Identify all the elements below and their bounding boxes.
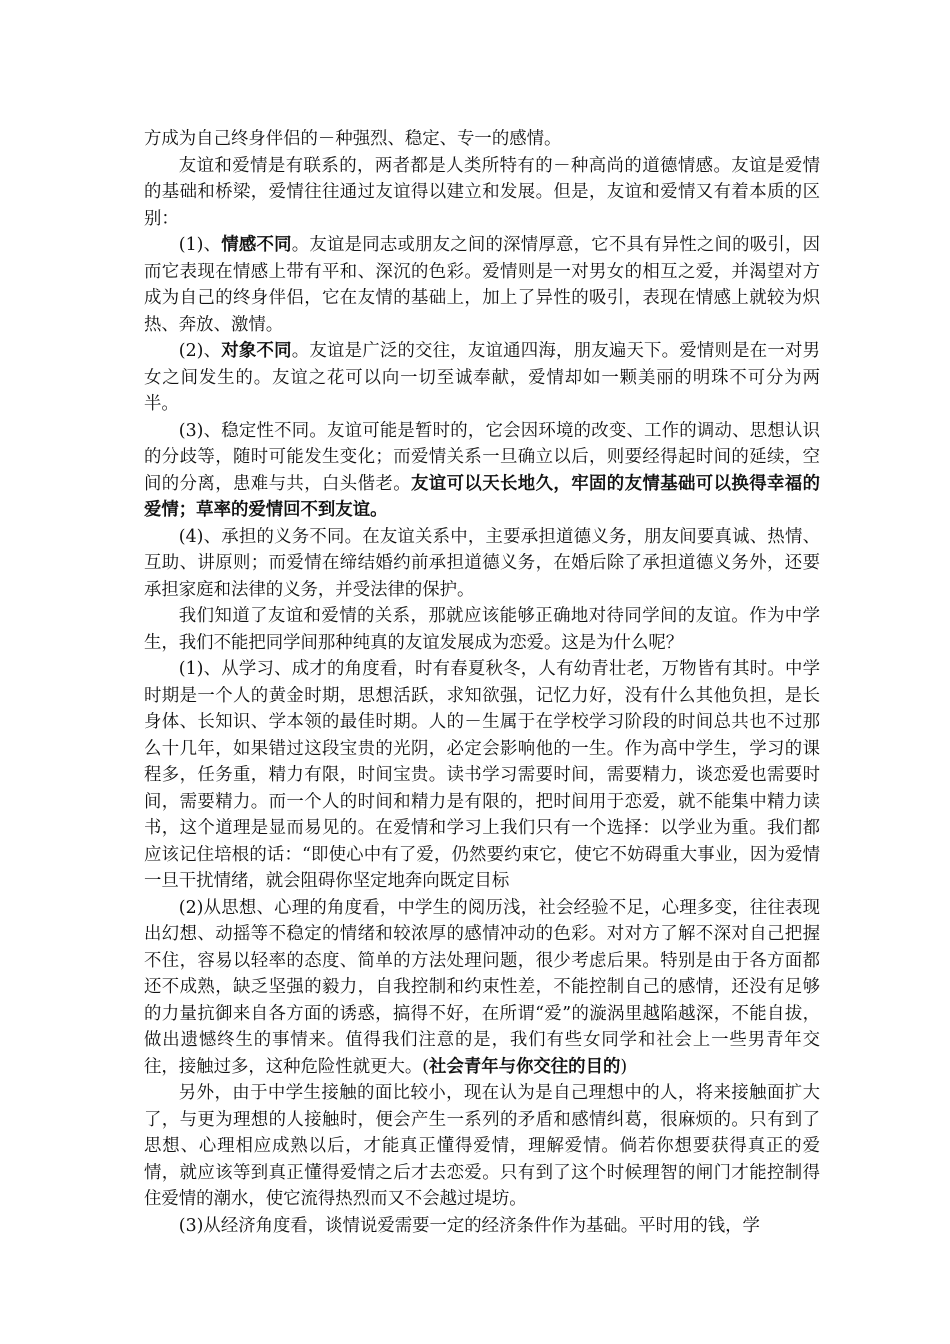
closing-paren: ) [620,1056,628,1077]
paragraph-6: 我们知道了友谊和爱情的关系，那就应该能够正确地对待同学间的友谊。作为中学生，我们不能把同学间那种纯真的友谊发展成为恋爱。这是为什么呢？ [144,606,820,653]
item-number: (1)、 [178,235,222,255]
item-number: (2)、 [178,341,222,361]
paragraph-0: 方成为自己终身伴侣的－种强烈、稳定、专一的感情。 [144,129,562,149]
paragraph-4 [144,418,820,524]
paragraph-2 [144,232,820,338]
paragraph-7: (1)、从学习、成才的角度看，时有春夏秋冬，人有幼青壮老，万物皆有其时。中学时期是一个人的黄金时期，思想活跃，求知欲强，记忆力好，没有什么其他负担，是长身体、长知识、学本领的最佳时期。人的－生属于在学校学习阶段的时间总共也不过那么十几年，如果错过这段宝贵的光阴，必定会影响他的一生。作为高中学生，学习的课程多，任务重，精力有限，时间宝贵。读书学习需要时间，需要精力，谈恋爱也需要时间，需要精力。而一个人的时间和精力是有限的，把时间用于恋爱，就不能集中精力读书，这个道理是显而易见的。在爱情和学习上我们只有一个选择：以学业为重。我们都应该记住培根的话：“即使心中有了爱，仍然要约束它，使它不妨碍重大事业，因为爱情一旦干扰情绪，就会阻碍你坚定地奔向既定目标 [144,659,820,891]
paragraph-1: 友谊和爱情是有联系的，两者都是人类所特有的－种高尚的道德情感。友谊是爱情的基础和桥梁，爱情往往通过友谊得以建立和发展。但是，友谊和爱情又有着本质的区别： [144,155,820,229]
bold-emphasis: 友谊可以天长地久，牢固的友情基础可以换得幸福的爱情；草率的爱情回不到友谊。 [144,473,820,520]
paragraph-text: (2)从思想、心理的角度看，中学生的阅历浅，社会经验不足，心理多变，往往表现出幻想、动摇等不稳定的情绪和较浓厚的感情冲动的色彩。对对方了解不深对自己把握不住，容易以轻率的态度、简单的方法处理问题，很少考虑后果。特别是由于各方面都还不成熟，缺乏坚强的毅力，自我控制和约束性差，不能控制自己的感情，还没有足够的力量抗御来自各方面的诱惑，搞得不好，在所谓“爱”的漩涡里越陷越深，不能自拔，做出遗憾终生的事情来。值得我们注意的是，我们有些女同学和社会上一些男青年交往，接触过多，这种危险性就更大。( [144,897,820,1077]
paragraph-text: 。友谊是同志或朋友之间的深情厚意，它不具有异性之间的吸引，因而它表现在情感上带有平和、深沉的色彩。爱情则是一对男女的相互之爱，并渴望对方成为自己的终身伴侣，它在友情的基础上，加上了异性的吸引，表现在情感上就较为炽热、奔放、激情。 [144,235,820,335]
paragraph-5: (4)、承担的义务不同。在友谊关系中，主要承担道德义务，朋友间要真诚、热情、互助、讲原则；而爱情在缔结婚约前承担道德义务，在婚后除了承担道德义务外，还要承担家庭和法律的义务，并受法律的保护。 [144,526,820,600]
bold-heading: 对象不同 [221,341,292,361]
paragraph-text: 。友谊是广泛的交往，友谊通四海，朋友遍天下。爱情则是在一对男女之间发生的。友谊之花可以向一切至诚奉献，爱情却如一颗美丽的明珠不可分为两半。 [144,341,820,414]
paragraph-10: (3)从经济角度看，谈情说爱需要一定的经济条件作为基础。平时用的钱，学 [178,1215,760,1236]
bold-heading: 情感不同 [221,235,292,255]
document-page [144,126,820,1239]
paragraph-8 [144,895,820,1081]
paragraph-3 [144,338,820,418]
paragraph-9: 另外，由于中学生接触的面比较小，现在认为是自己理想中的人，将来接触面扩大了，与更为理想的人接触时，便会产生一系列的矛盾和感情纠葛，很麻烦的。只有到了思想、心理相应成熟以后，才能真正懂得爱情，理解爱情。倘若你想要获得真正的爱情，就应该等到真正懂得爱情之后才去恋爱。只有到了这个时候理智的闸门才能控制得住爱情的潮水，使它流得热烈而又不会越过堤坊。 [144,1083,820,1209]
paragraph-text: (3)、稳定性不同。友谊可能是暂时的，它会因环境的改变、工作的调动、思想认识的分歧等，随时可能发生变化；而爱情关系一旦确立以后，则要经得起时间的延续，空间的分离，患难与共，白头偕老。 [144,420,820,494]
bold-emphasis: 社会青年与你交往的目的 [429,1056,621,1077]
